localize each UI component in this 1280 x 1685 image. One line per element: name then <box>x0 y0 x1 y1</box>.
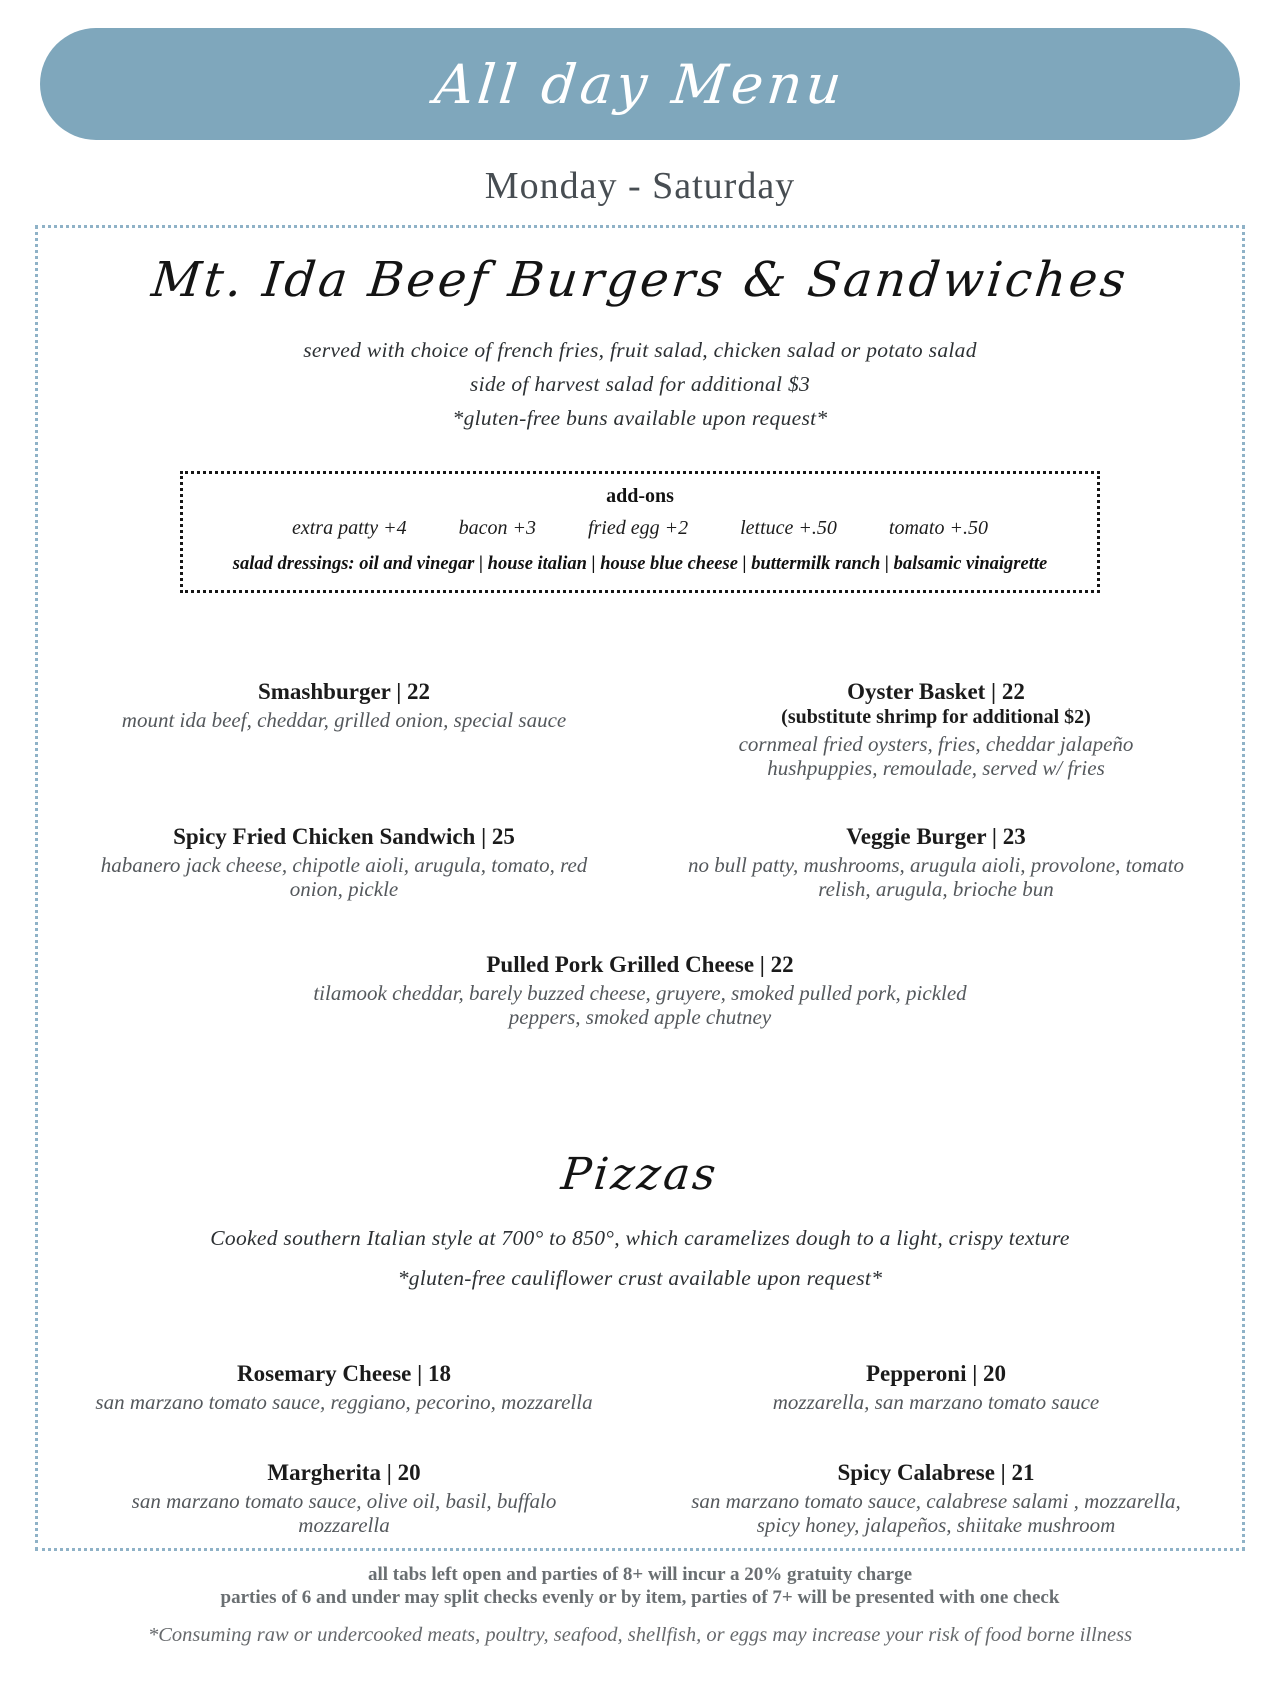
menu-item-oyster-basket <box>640 679 1232 780</box>
item-description: san marzano tomato sauce, reggiano, pecorino, mozzarella <box>95 1389 593 1414</box>
item-description: no bull patty, mushrooms, arugula aioli, provolone, tomato relish, arugula, brioche bun <box>687 853 1185 902</box>
addons-row <box>195 517 1085 540</box>
item-name: Veggie Burger | 23 <box>846 824 1026 850</box>
menu-item-spicy-fried-chicken-sandwich <box>48 824 640 901</box>
item-name: Rosemary Cheese | 18 <box>237 1360 451 1386</box>
burgers-items-row-2 <box>48 824 1232 901</box>
menu-item-margherita <box>48 1460 640 1537</box>
footer-gratuity-line: all tabs left open and parties of 8+ will incur a 20% gratuity charge <box>367 1564 913 1585</box>
pizzas-items-row-1 <box>48 1361 1232 1414</box>
menu-item-pepperoni <box>640 1361 1232 1414</box>
item-name: Margherita | 20 <box>267 1459 421 1485</box>
item-description: mozzarella, san marzano tomato sauce <box>772 1389 1100 1414</box>
item-description: san marzano tomato sauce, calabrese salami , mozzarella, spicy honey, jalapeños, shiitake mushroom <box>691 1488 1181 1538</box>
item-subtitle: (substitute shrimp for additional $2) <box>781 706 1091 728</box>
addons-title: add-ons <box>606 485 674 507</box>
pizzas-section-heading: Pizzas <box>558 1148 722 1200</box>
burgers-note-sides: served with choice of french fries, fruit salad, chicken salad or potato salad <box>303 338 977 362</box>
pizzas-section-notes <box>48 1226 1232 1291</box>
menu-item-pulled-pork-grilled-cheese <box>48 952 1232 1029</box>
menu-banner <box>40 28 1240 140</box>
addon-tomato: tomato +.50 <box>888 517 988 539</box>
menu-item-veggie-burger <box>640 824 1232 901</box>
addons-box <box>180 471 1100 593</box>
item-description: tilamook cheddar, barely buzzed cheese, gruyere, smoked pulled pork, pickled peppers, smoked apple chutney <box>313 980 967 1029</box>
addon-extra-patty: extra patty +4 <box>292 517 407 539</box>
item-name: Spicy Calabrese | 21 <box>837 1459 1035 1485</box>
salad-dressings-line: salad dressings: oil and vinegar | house italian | house blue cheese | buttermilk ranch | balsamic vinaigrette <box>232 554 1048 574</box>
item-description: mount ida beef, cheddar, grilled onion, special sauce <box>121 708 567 732</box>
item-name: Smashburger | 22 <box>257 679 431 704</box>
burgers-section-notes <box>48 338 1232 431</box>
banner-title: All day Menu <box>431 52 849 116</box>
burgers-items-row-1 <box>48 679 1232 780</box>
menu-item-rosemary-cheese <box>48 1361 640 1414</box>
burgers-section-heading: Mt. Ida Beef Burgers & Sandwiches <box>148 252 1132 308</box>
item-name: Pulled Pork Grilled Cheese | 22 <box>486 951 794 977</box>
burgers-note-harvest-salad: side of harvest salad for additional $3 <box>469 372 811 396</box>
pizzas-note-style: Cooked southern Italian style at 700° to 850°, which caramelizes dough to a light, crispy texture <box>210 1225 1070 1250</box>
footer <box>0 1564 1280 1647</box>
item-name: Spicy Fried Chicken Sandwich | 25 <box>173 824 515 850</box>
item-name: Oyster Basket | 22 <box>847 679 1025 704</box>
item-description: cornmeal fried oysters, fries, cheddar jalapeño hushpuppies, remoulade, served w/ fries <box>738 732 1134 781</box>
days-subtitle: Monday - Saturday <box>484 165 796 207</box>
footer-consumption-disclaimer: *Consuming raw or undercooked meats, poultry, seafood, shellfish, or eggs may increase your risk of food borne illness <box>147 1623 1133 1646</box>
addon-lettuce: lettuce +.50 <box>740 517 837 539</box>
pizzas-items-row-2 <box>48 1460 1232 1537</box>
footer-split-checks-line: parties of 6 and under may split checks evenly or by item, parties of 7+ will be presented with one check <box>220 1586 1060 1608</box>
addon-bacon: bacon +3 <box>458 517 536 539</box>
menu-item-smashburger <box>48 679 640 732</box>
item-description: san marzano tomato sauce, olive oil, basil, buffalo mozzarella <box>131 1488 557 1538</box>
menu-item-spicy-calabrese <box>640 1460 1232 1537</box>
pizzas-note-gluten-free: *gluten-free cauliflower crust available upon request* <box>397 1265 883 1290</box>
menu-box <box>35 225 1245 1551</box>
item-name: Pepperoni | 20 <box>865 1360 1007 1386</box>
addon-fried-egg: fried egg +2 <box>587 517 689 539</box>
item-description: habanero jack cheese, chipotle aioli, arugula, tomato, red onion, pickle <box>100 853 588 902</box>
burgers-note-gluten-free: *gluten-free buns available upon request* <box>452 406 828 430</box>
